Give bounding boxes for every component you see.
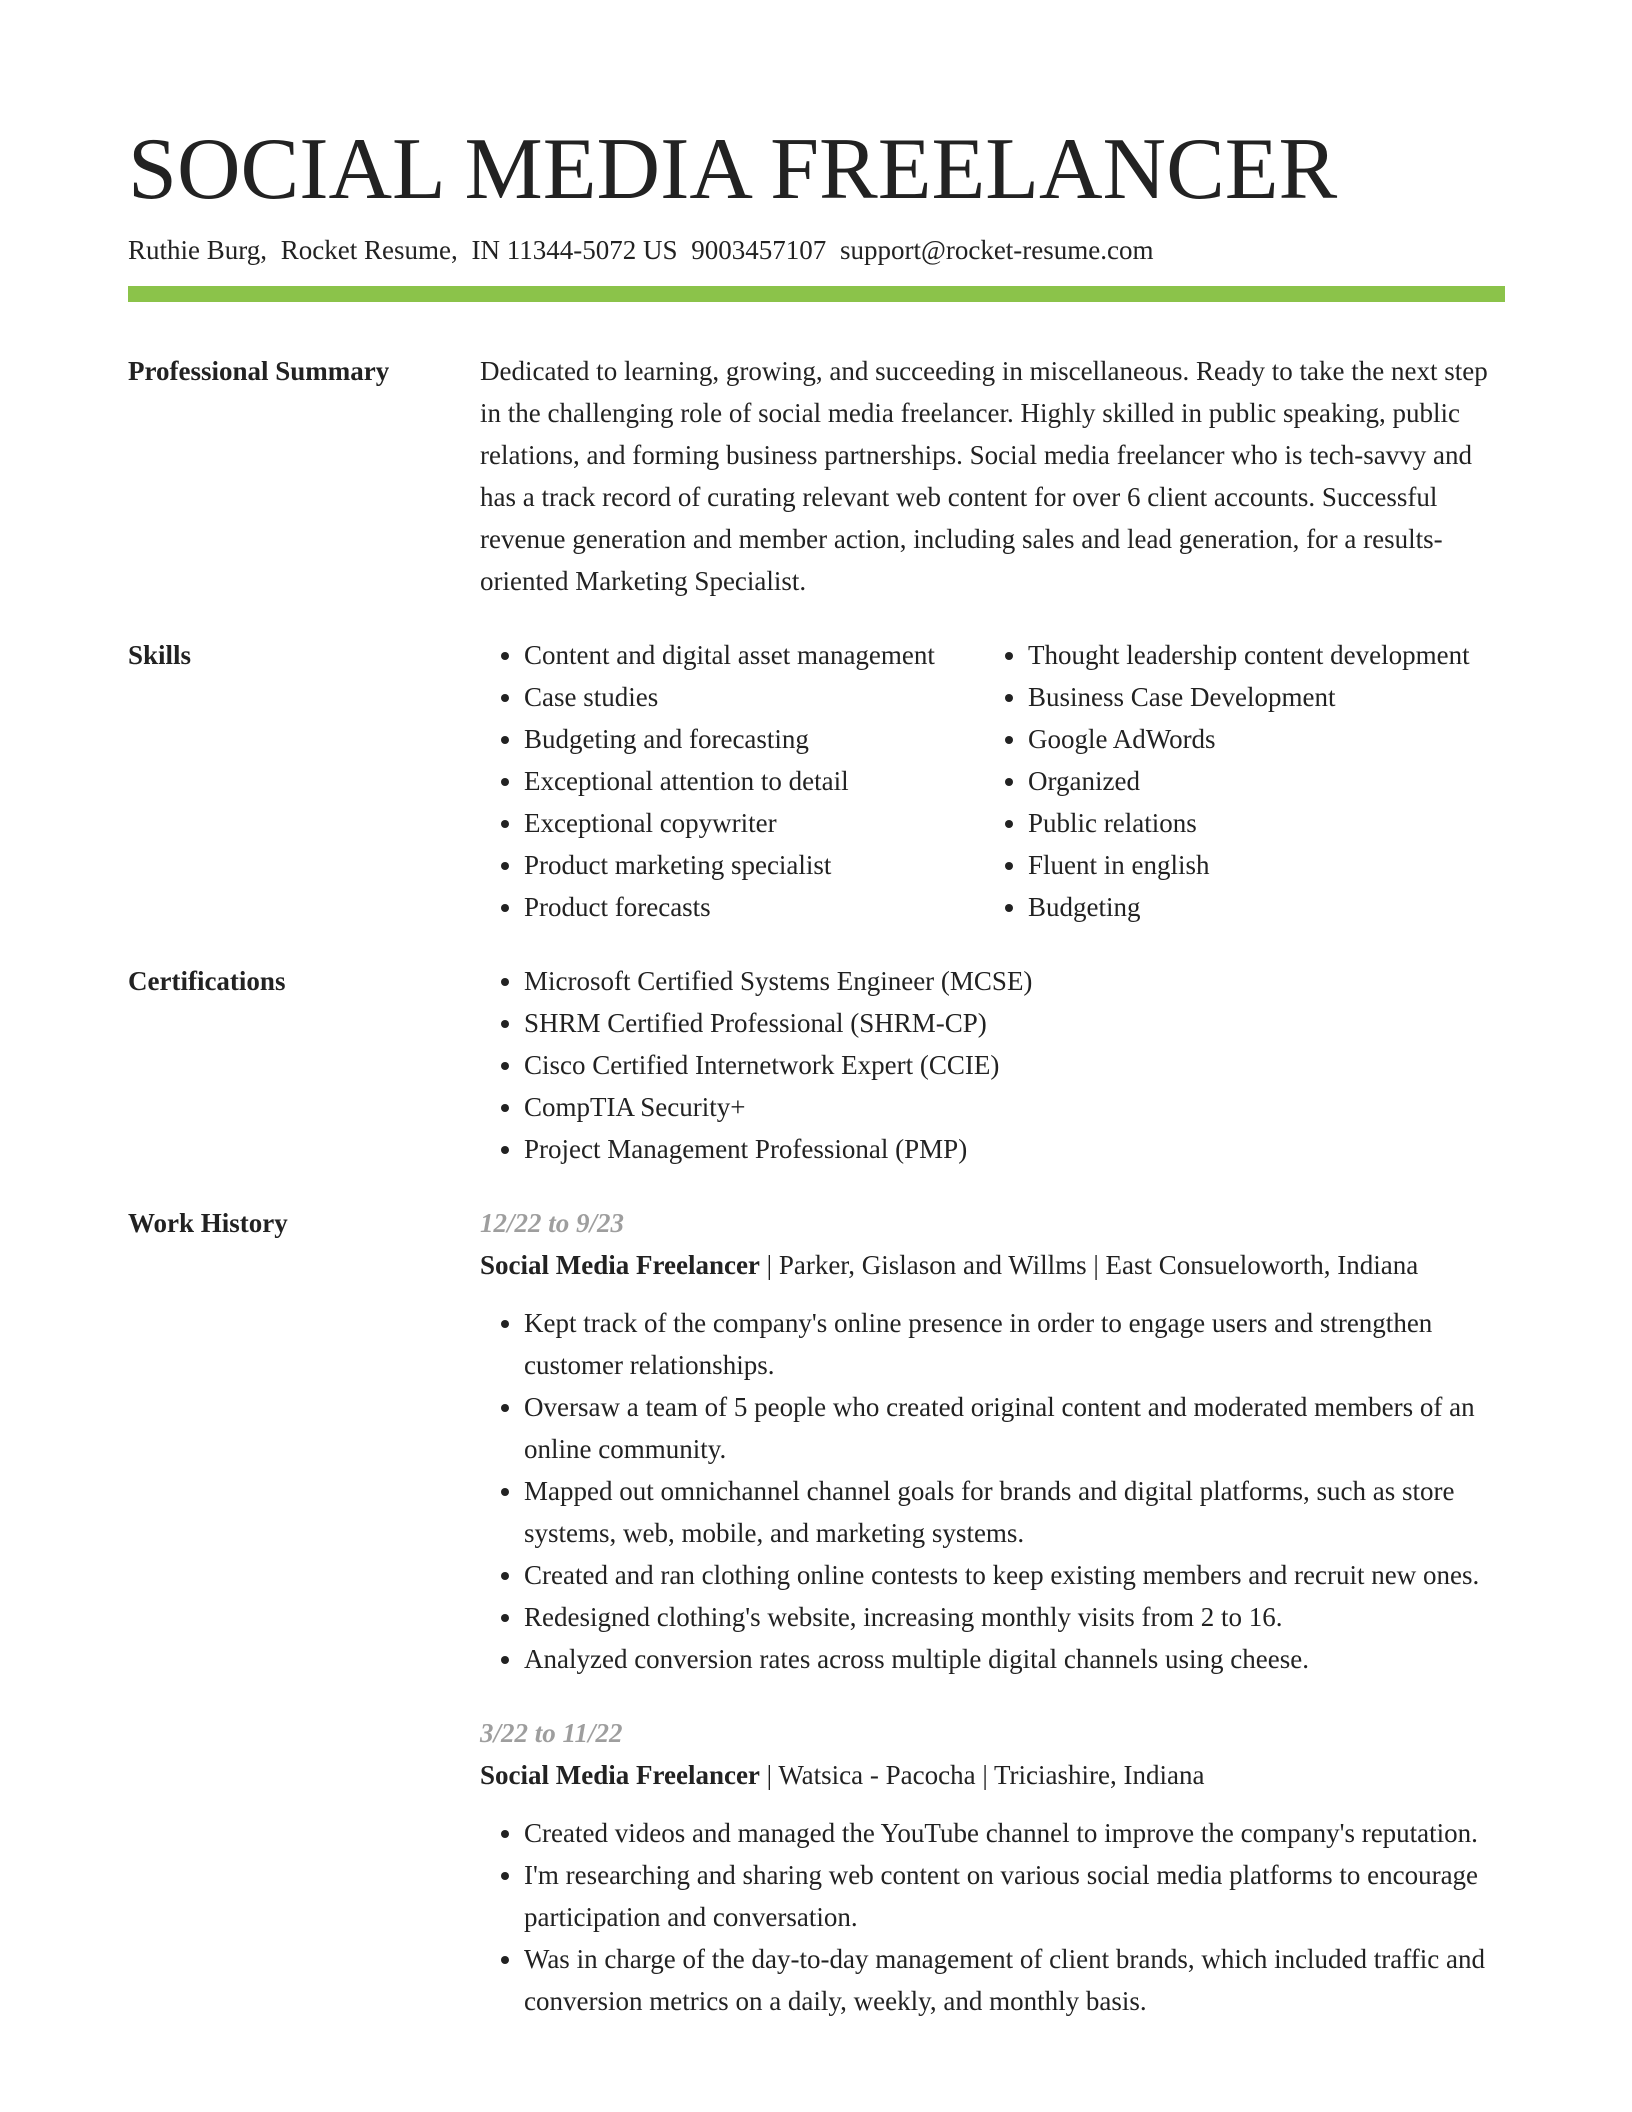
job-separator: | <box>766 1250 773 1280</box>
skills-list-left <box>480 634 1028 928</box>
summary-section-title: Professional Summary <box>128 356 390 386</box>
certifications-list <box>480 960 1505 1170</box>
certifications-section-title: Certifications <box>128 966 286 996</box>
skill-item: • Exceptional attention to detail <box>524 760 1028 802</box>
skill-item: • Public relations <box>1028 802 1470 844</box>
certifications-body <box>480 960 1505 1170</box>
skill-item: • Exceptional copywriter <box>524 802 1028 844</box>
job-bullet: • Created videos and managed the YouTube channel to improve the company's reputation. <box>524 1812 1505 1854</box>
job-title: Social Media Freelancer <box>480 1250 760 1280</box>
summary-section <box>128 350 1505 602</box>
summary-text: Dedicated to learning, growing, and succeeding in miscellaneous. Ready to take the next step in the challenging role of social media freelancer. Highly skilled in public speaking, public relations, and forming business partnerships. Social media freelancer who is tech-savvy and has a track record of curating relevant web content for over 6 client accounts. Successful revenue generation and member action, including sales and lead generation, for a results-oriented Marketing Specialist. <box>480 356 1488 596</box>
certification-item: • CompTIA Security+ <box>524 1086 1505 1128</box>
contact-person: Ruthie Burg, <box>128 235 268 265</box>
certification-item: • SHRM Certified Professional (SHRM-CP) <box>524 1002 1505 1044</box>
job-heading <box>480 1754 1505 1796</box>
header-divider <box>128 286 1505 302</box>
resume-page <box>128 120 1505 2022</box>
contact-line <box>128 232 1505 268</box>
work-history-body <box>480 1202 1505 2022</box>
job-bullet: • Redesigned clothing's website, increasing monthly visits from 2 to 16. <box>524 1596 1505 1638</box>
job-title: Social Media Freelancer <box>480 1760 760 1790</box>
skills-section <box>128 634 1505 928</box>
summary-body <box>480 350 1505 602</box>
skill-item: • Budgeting <box>1028 886 1470 928</box>
certification-item: • Cisco Certified Internetwork Expert (CCIE) <box>524 1044 1505 1086</box>
job-separator: | <box>982 1760 988 1790</box>
skill-item: • Case studies <box>524 676 1028 718</box>
work-history-section-title: Work History <box>128 1208 288 1238</box>
skill-item: • Organized <box>1028 760 1470 802</box>
certification-item: • Project Management Professional (PMP) <box>524 1128 1505 1170</box>
job-separator: | <box>766 1760 773 1790</box>
skill-item: • Product marketing specialist <box>524 844 1028 886</box>
job-separator: | <box>1093 1250 1099 1280</box>
contact-company: Rocket Resume, <box>280 235 458 265</box>
skill-item: • Product forecasts <box>524 886 1028 928</box>
job-bullets <box>480 1302 1505 1680</box>
job-location: Triciashire, Indiana <box>994 1760 1205 1790</box>
job-bullet: • Kept track of the company's online presence in order to engage users and strengthen customer relationships. <box>524 1302 1505 1386</box>
job-dates: 3/22 to 11/22 <box>480 1718 623 1748</box>
job-company: Watsica - Pacocha <box>778 1760 976 1790</box>
contact-location: IN 11344-5072 US <box>471 235 678 265</box>
job-bullet: • Analyzed conversion rates across multiple digital channels using cheese. <box>524 1638 1505 1680</box>
skills-list-right <box>984 634 1470 928</box>
job-company: Parker, Gislason and Willms <box>778 1250 1087 1280</box>
resume-name-heading: SOCIAL MEDIA FREELANCER <box>128 121 1338 218</box>
skill-item: • Thought leadership content development <box>1028 634 1470 676</box>
job-bullets <box>480 1812 1505 2022</box>
contact-phone: 9003457107 <box>691 235 827 265</box>
job-bullet: • Oversaw a team of 5 people who created original content and moderated members of an online community. <box>524 1386 1505 1470</box>
job-heading <box>480 1244 1505 1286</box>
skill-item: • Fluent in english <box>1028 844 1470 886</box>
skills-body <box>480 634 1505 928</box>
work-history-section <box>128 1202 1505 2022</box>
skills-section-title: Skills <box>128 640 192 670</box>
certification-item: • Microsoft Certified Systems Engineer (MCSE) <box>524 960 1505 1002</box>
skill-item: • Budgeting and forecasting <box>524 718 1028 760</box>
job-location: East Consueloworth, Indiana <box>1105 1250 1419 1280</box>
job-bullet: • Mapped out omnichannel channel goals for brands and digital platforms, such as store systems, web, mobile, and marketing systems. <box>524 1470 1505 1554</box>
job-bullet: • Was in charge of the day-to-day management of client brands, which included traffic and conversion metrics on a daily, weekly, and monthly basis. <box>524 1938 1505 2022</box>
certifications-section <box>128 960 1505 1170</box>
skill-item: • Google AdWords <box>1028 718 1470 760</box>
job-entry <box>480 1202 1505 1680</box>
job-bullet: • I'm researching and sharing web content on various social media platforms to encourage participation and conversation. <box>524 1854 1505 1938</box>
job-entry <box>480 1712 1505 2022</box>
contact-email[interactable]: support@rocket-resume.com <box>839 235 1154 265</box>
job-dates: 12/22 to 9/23 <box>480 1208 625 1238</box>
skill-item: • Business Case Development <box>1028 676 1470 718</box>
skill-item: • Content and digital asset management <box>524 634 1028 676</box>
job-bullet: • Created and ran clothing online contests to keep existing members and recruit new ones. <box>524 1554 1505 1596</box>
